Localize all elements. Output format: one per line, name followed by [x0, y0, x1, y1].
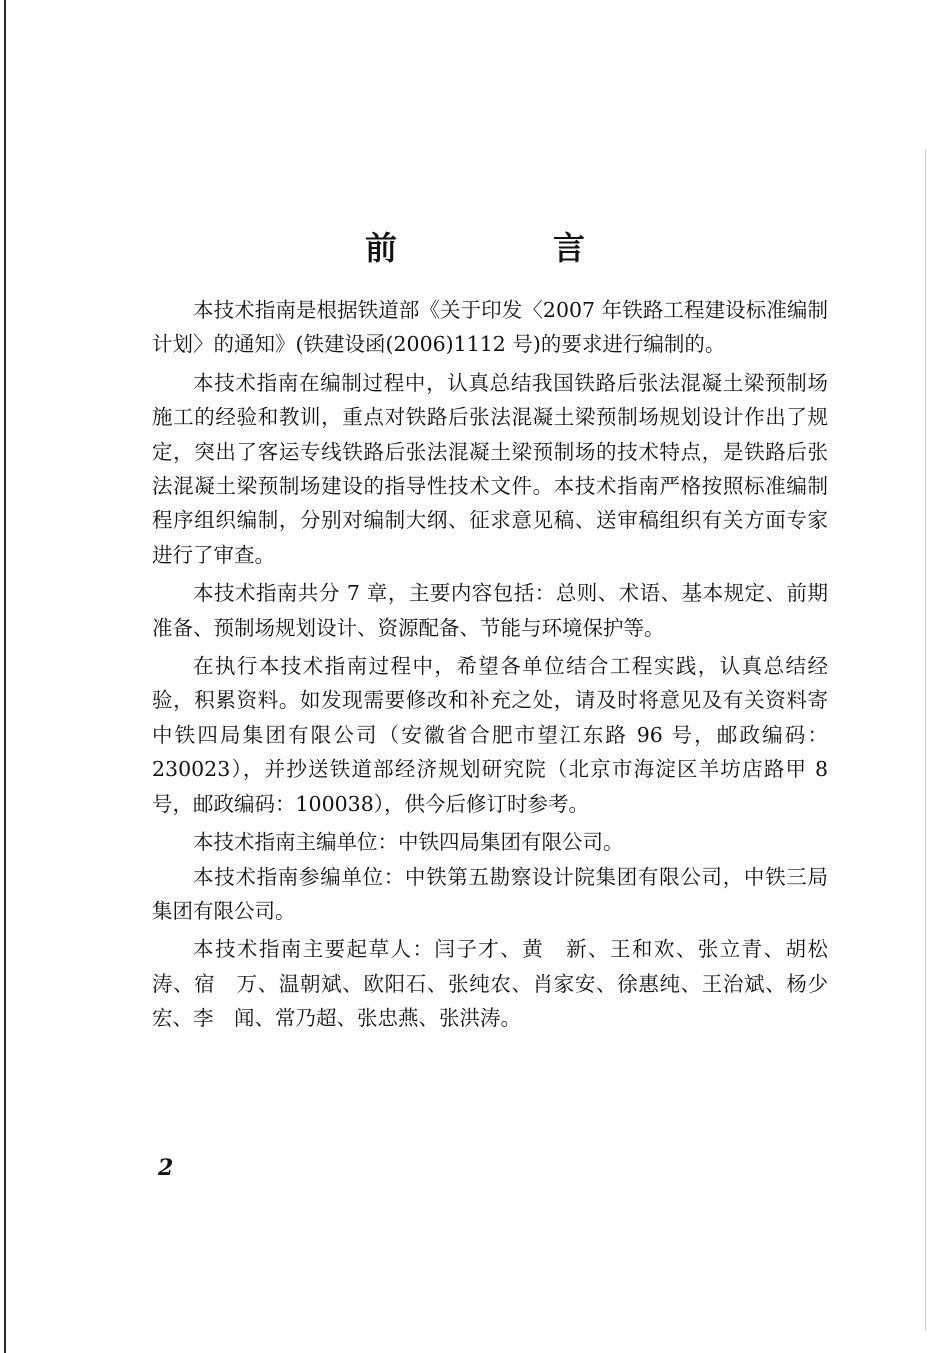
paragraph-drafters: 本技术指南主要起草人：闫子才、黄 新、王和欢、张立青、胡松涛、宿 万、温朝斌、欧阳石、张纯农、肖家安、徐惠纯、王治斌、杨少宏、李 闻、常乃超、张忠燕、张洪涛。	[152, 937, 828, 1031]
paragraph-origin: 本技术指南是根据铁道部《关于印发〈2007 年铁路工程建设标准编制计划〉的通知》(铁建设函(2006)1112 号)的要求进行编制的。	[152, 298, 828, 357]
scan-edge-left	[4, 0, 6, 1353]
paragraph-feedback: 在执行本技术指南过程中，希望各单位结合工程实践，认真总结经验，积累资料。如发现需要修改和补充之处，请及时将意见及有关资料寄中铁四局集团有限公司（安徽省合肥市望江东路 96 号，邮政编码：230023），并抄送铁道部经济规划研究院（北京市海淀区羊坊店路甲 8 号，邮政编码：100038），供今后修订时参考。	[152, 654, 828, 816]
paragraph-compilation: 本技术指南在编制过程中，认真总结我国铁路后张法混凝土梁预制场施工的经验和教训，重点对铁路后张法混凝土梁预制场规划设计作出了规定，突出了客运专线铁路后张法混凝土梁预制场的技术特点，是铁路后张法混凝土梁预制场建设的指导性技术文件。本技术指南严格按照标准编制程序组织编制，分别对编制大纲、征求意见稿、送审稿组织有关方面专家进行了审查。	[152, 370, 828, 567]
paragraph-chief-editor: 本技术指南主编单位：中铁四局集团有限公司。	[193, 830, 624, 855]
paragraph-contents: 本技术指南共分 7 章，主要内容包括：总则、术语、基本规定、前期准备、预制场规划设计、资源配备、节能与环境保护等。	[152, 581, 828, 640]
preface-body	[152, 293, 828, 1040]
paragraph-co-editors: 本技术指南参编单位：中铁第五勘察设计院集团有限公司，中铁三局集团有限公司。	[152, 864, 828, 923]
page-title: 前 言	[364, 229, 647, 267]
page-number: 2	[158, 1155, 174, 1181]
scan-edge-right	[925, 150, 926, 1330]
